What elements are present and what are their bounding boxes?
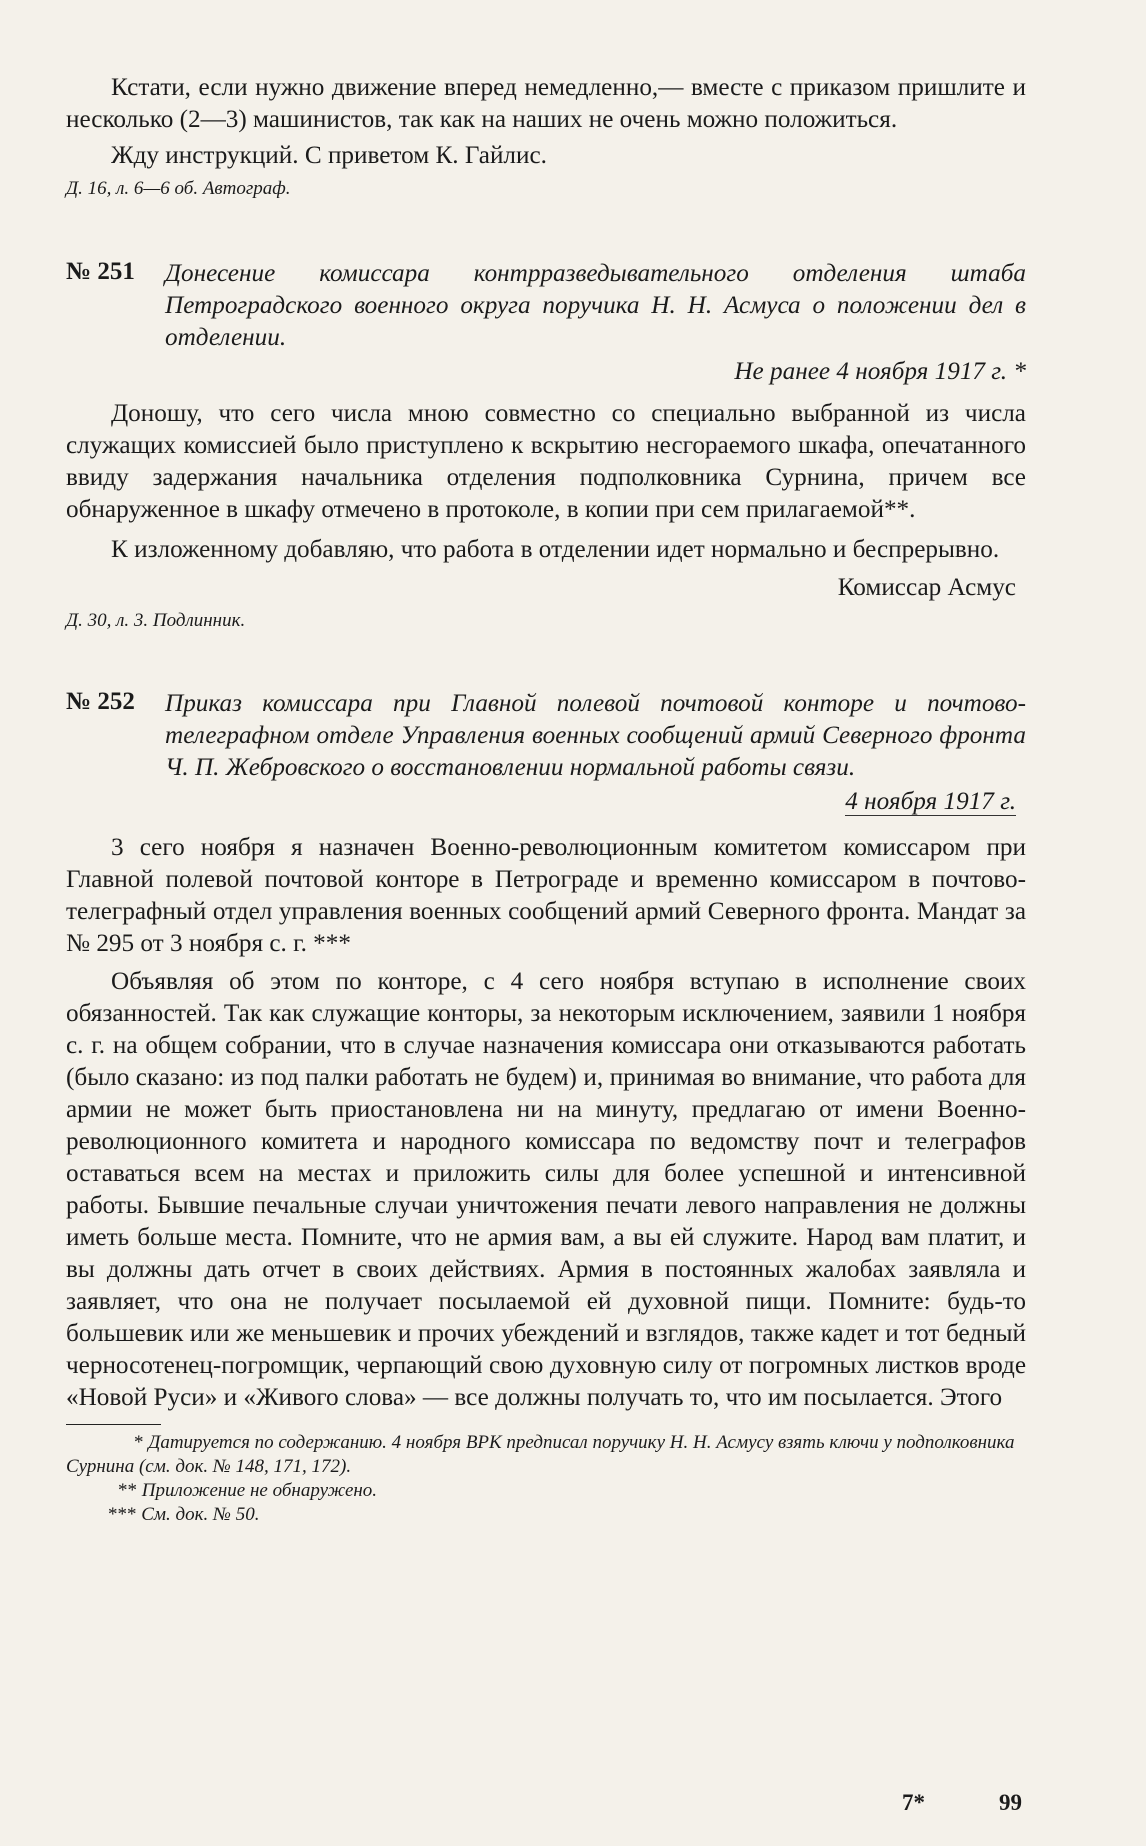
doc-252-paragraph-2: Объявляя об этом по конторе, с 4 сего ноября вступаю в исполнение своих обязанностей. Так как служащие конторы, за некоторым исключением, заявили 1 ноября с. г. на общем собрании, что в случае назначения комиссара они отказываются работать (было сказано: из под палки работать не будем) и, принимая во внимание, что работа для армии не может быть приостановлена ни на минуту, предлагаю от имени Военно-революционного комитета и народного комиссара по ведомству почт и телеграфов оставаться всем на местах и приложить силы для более успешной и интенсивной работы. Бывшие печальные случаи уничтожения печати левого направления не должны иметь больше места. Помните, что не армия вам, а вы ей служите. Народ вам платит, и вы должны дать отчет в своих действиях. Армия в постоянных жалобах заявляла и заявляет, что она не получает посылаемой ей духовной пищи. Помните: будь-то большевик или же меньшевик и прочих убеждений и взглядов, также кадет и тот бедный черносотенец-погромщик, черпающий свою духовную силу от погромных листков вроде «Новой Руси» и «Живого слова» — все должны получать то, что им посылается. Этого	[66, 968, 1026, 1411]
doc-252-date	[66, 786, 1026, 818]
footnote-2-text: Приложение не обнаружено.	[141, 1480, 378, 1501]
doc-252-number: № 252	[66, 688, 135, 715]
doc-252-header	[66, 688, 1026, 784]
doc-252-date-text: 4 ноября 1917 г.	[845, 788, 1016, 815]
footnote-3	[66, 1503, 1026, 1527]
doc-251-signature: Комиссар Асмус	[837, 574, 1016, 601]
footnote-2	[66, 1479, 1026, 1503]
doc-251-paragraph-2: К изложенному добавляю, что работа в отделении идет нормально и беспрерывно.	[111, 536, 1000, 563]
doc-251-date: Не ранее 4 ноября 1917 г. *	[734, 358, 1026, 385]
doc-252-paragraph-1: 3 сего ноября я назначен Военно-революционным комитетом комиссаром при Главной полевой почтовой конторе в Петрограде и временно комиссаром в почтово-телеграфный отдел управления военных сообщений армий Северного фронта. Мандат за № 295 от 3 ноября с. г. ***	[66, 834, 1026, 957]
page-number: 99	[999, 1790, 1022, 1815]
doc-252-title: Приказ комиссара при Главной полевой почтовой конторе и почтово-телеграфном отделе Управления военных сообщений армий Северного фронта Ч. П. Жебровского о восстановлении нормальной работы связи.	[165, 690, 1026, 781]
signature-mark: 7*	[902, 1790, 925, 1815]
footnote-1	[66, 1431, 1026, 1479]
doc-251-number: № 251	[66, 258, 135, 285]
footnote-3-mark: ***	[108, 1504, 137, 1525]
doc-251-source-note: Д. 30, л. 3. Подлинник.	[66, 610, 246, 631]
footnote-2-mark: **	[118, 1480, 137, 1501]
footnote-1-text: Датируется по содержанию. 4 ноября ВРК предписал поручику Н. Н. Асмусу взять ключи у подполковника Сурнина (см. док. № 148, 171, 172).	[66, 1432, 1015, 1477]
page-content	[66, 72, 1026, 1815]
footnote-3-text: См. док. № 50.	[141, 1504, 260, 1525]
doc-251-title: Донесение комиссара контрразведывательного отделения штаба Петроградского военного округа поручика Н. Н. Асмуса о положении дел в отделении.	[165, 260, 1026, 351]
doc-251-paragraph-1: Доношу, что сего числа мною совместно со специально выбранной из числа служащих комиссией было приступлено к вскрытию несгораемого шкафа, опечатанного ввиду задержания начальника отделения подполковника Сурнина, причем все обнаруженное в шкафу отмечено в протоколе, в копии при сем прилагаемой**.	[66, 400, 1026, 523]
top-source-note: Д. 16, л. 6—6 об. Автограф.	[66, 178, 291, 199]
doc-251-header	[66, 258, 1026, 354]
footnote-1-mark: *	[134, 1432, 144, 1453]
top-paragraph-2: Жду инструкций. С приветом К. Гайлис.	[111, 142, 547, 169]
top-paragraph-1: Кстати, если нужно движение вперед немедленно,— вместе с приказом пришлите и несколько (2—3) машинистов, так как на наших не очень можно положиться.	[66, 74, 1026, 133]
footnote-divider	[66, 1424, 161, 1425]
